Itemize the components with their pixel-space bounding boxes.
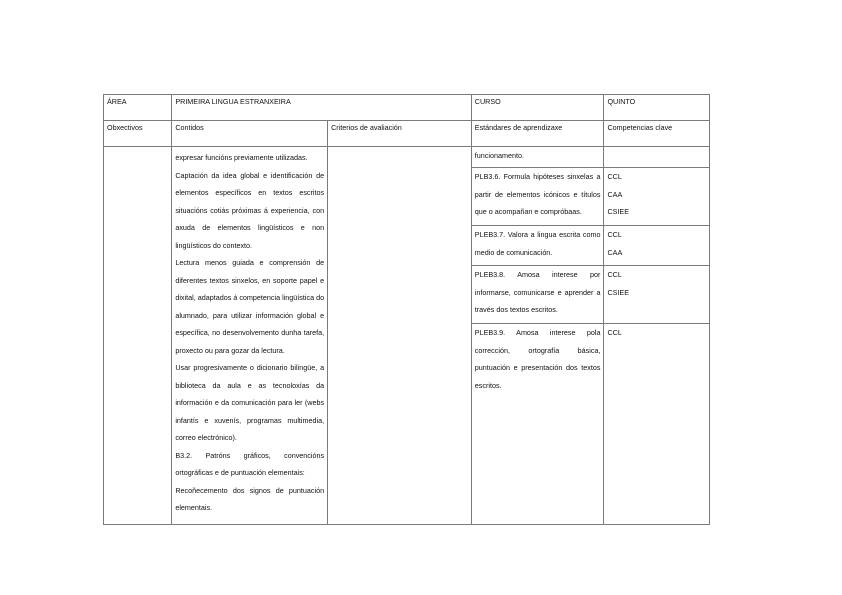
- standard-item: funcionamento.: [472, 147, 604, 168]
- standard-item: PLEB3.7. Valora a lingua escrita como medio de comunicación.: [472, 226, 604, 266]
- competences-cell: [604, 147, 710, 525]
- competence-group: [604, 168, 709, 226]
- competences-stack: [604, 147, 709, 342]
- content-paragraph: Lectura menos guiada e comprensión de diferentes textos sinxelos, en soporte papel e dixital, adaptados á competencia lingüística do alumnado, para utilizar información global e específica, no desenvolvemento dunha tarefa, proxecto ou para gozar da lectura.: [175, 258, 325, 355]
- competence-code: CCL: [607, 328, 622, 337]
- contents-cell: [172, 147, 328, 525]
- content-paragraph: Captación da idea global e identificación de elementos específicos en textos escritos situacións cotiás próximas á experiencia, con axuda de elementos lingüísticos e non lingüísticos do contexto.: [175, 170, 325, 250]
- content-paragraph: expresar funcións previamente utilizadas.: [175, 153, 308, 162]
- standard-item: PLB3.6. Formula hipóteses sinxelas a partir de elementos icónicos e títulos que o acompañan e compróbaas.: [472, 168, 604, 226]
- area-value-cell: PRIMEIRA LINGUA ESTRANXEIRA: [172, 95, 471, 121]
- content-paragraph: Usar progresivamente o dicionario bilingüe, a biblioteca da aula e as tecnoloxías da información e da comunicación para ler (webs infantís e xuvenís, programas multimedia, correo electrónico).: [175, 363, 325, 442]
- header-row: [104, 95, 710, 121]
- competence-group: [604, 324, 709, 342]
- competence-group: [604, 226, 709, 266]
- competence-code: CCL: [607, 270, 622, 279]
- competence-group: [604, 147, 709, 168]
- standards-cell: [471, 147, 604, 525]
- standards-header: Estándares de aprendizaxe: [471, 121, 604, 147]
- contents-header: Contidos: [172, 121, 328, 147]
- standard-item: PLEB3.8. Amosa interese por informarse, comunicarse e aprender a través dos textos escritos.: [472, 266, 604, 324]
- content-paragraph: Recoñecemento dos signos de puntuación elementais.: [175, 485, 325, 512]
- competence-code: CSIEE: [607, 207, 630, 216]
- competences-header: Competencias clave: [604, 121, 710, 147]
- objectives-cell: [104, 147, 172, 525]
- column-header-row: [104, 121, 710, 147]
- competence-code: CAA: [607, 189, 623, 199]
- body-row: [104, 147, 710, 525]
- competence-code: CCL: [607, 230, 622, 239]
- curso-value-cell: QUINTO: [604, 95, 710, 121]
- competence-code: CSIEE: [607, 287, 630, 297]
- curriculum-table: [103, 94, 710, 525]
- standard-item: PLEB3.9. Amosa interese pola corrección, ortografía básica, puntuación e presentación dos textos escritos.: [474, 328, 601, 390]
- criteria-cell: [328, 147, 472, 525]
- area-label-cell: ÁREA: [104, 95, 172, 121]
- competence-code: CCL: [607, 172, 622, 181]
- competence-group: [604, 266, 709, 324]
- content-paragraph: B3.2. Patróns gráficos, convencións ortográficas e de puntuación elementais:: [175, 450, 325, 477]
- criteria-header: Criterios de avaliación: [328, 121, 472, 147]
- curso-label-cell: CURSO: [471, 95, 604, 121]
- competence-code: CAA: [607, 247, 623, 257]
- objectives-header: Obxectivos: [104, 121, 172, 147]
